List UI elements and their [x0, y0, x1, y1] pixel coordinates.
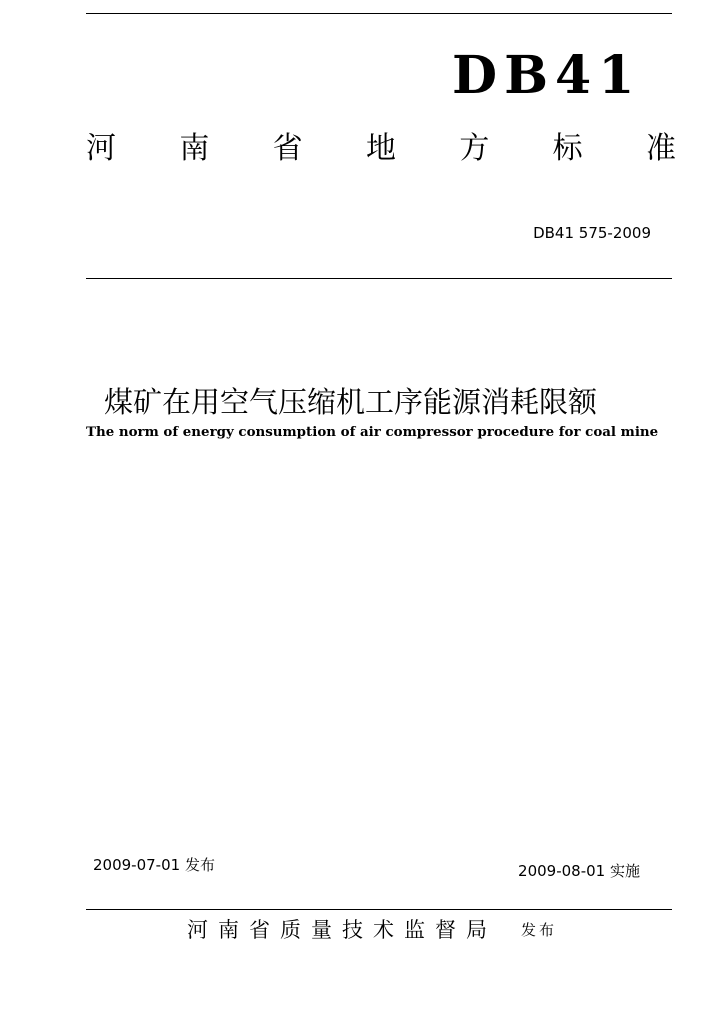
- footer-rule: [86, 909, 672, 910]
- top-rule: [86, 13, 672, 14]
- document-title-english: The norm of energy consumption of air compressor procedure for coal mine: [86, 424, 659, 440]
- header-rule: [86, 278, 672, 279]
- standard-type-char: 准: [645, 131, 676, 166]
- document-title-chinese: 煤矿在用空气压缩机工序能源消耗限额: [104, 385, 598, 419]
- standard-type-char: 地: [365, 131, 396, 166]
- standard-type-char: 标: [552, 131, 583, 166]
- issuing-authority: 河南省质量技术监督局: [187, 918, 497, 942]
- standard-number: DB41 575-2009: [533, 224, 651, 242]
- standard-type-heading: [86, 131, 676, 166]
- issuing-authority-suffix: 发布: [521, 921, 558, 939]
- standard-type-char: 省: [272, 131, 303, 166]
- issue-date: 2009-07-01 发布: [93, 856, 215, 874]
- standard-code-mark: DB41: [452, 45, 642, 106]
- implementation-date: 2009-08-01 实施: [518, 862, 640, 880]
- standard-type-char: 河: [86, 131, 116, 166]
- standard-type-char: 南: [179, 131, 210, 166]
- standard-type-char: 方: [459, 131, 490, 166]
